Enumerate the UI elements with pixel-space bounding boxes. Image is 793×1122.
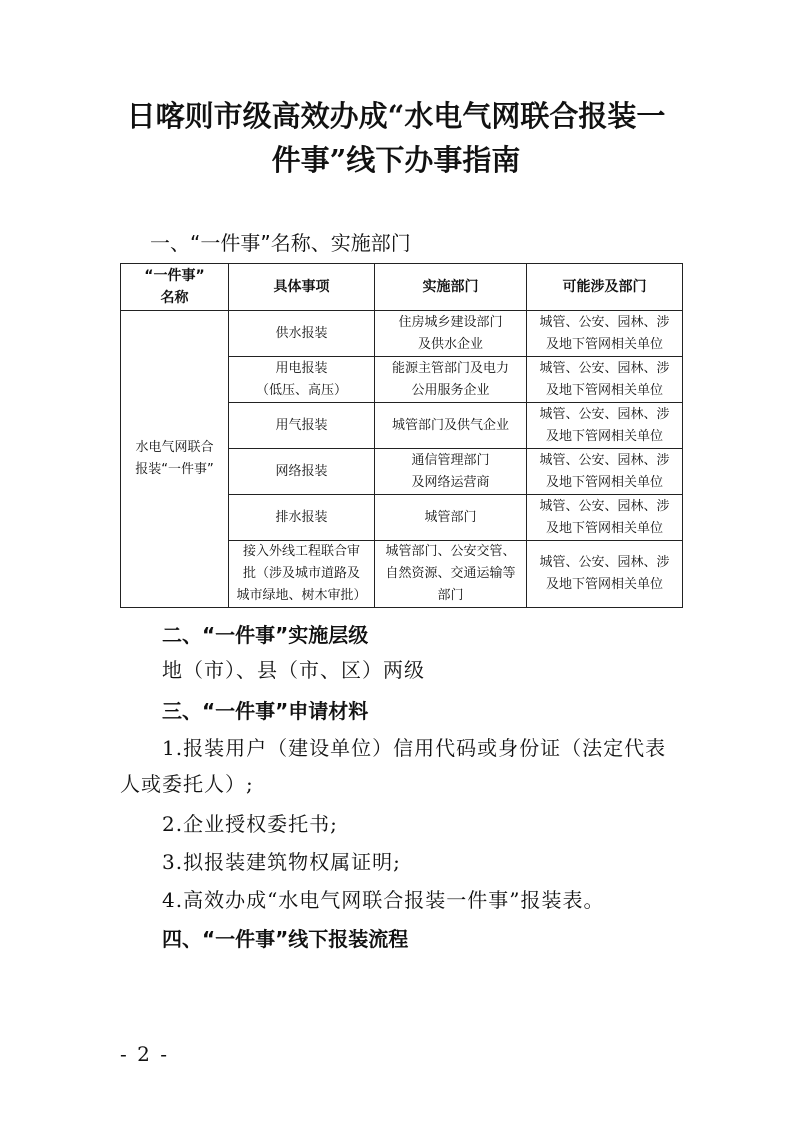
item-text: 接入外线工程联合审 xyxy=(242,544,360,559)
document-title-line-1: 日喀则市级高效办成“水电气网联合报装一 xyxy=(126,99,666,133)
dept-cell xyxy=(375,541,527,608)
dept-text: 部门 xyxy=(437,588,464,603)
related-text: 城管、公安、园林、涉 xyxy=(539,314,670,330)
related-cell xyxy=(527,357,683,403)
related-text: 及地下管网相关单位 xyxy=(545,382,663,398)
departments-table xyxy=(120,263,683,608)
item-cell xyxy=(229,449,375,495)
dept-cell xyxy=(375,403,527,449)
material-item-2: 2.企业授权委托书; xyxy=(162,812,338,836)
related-text: 城管、公安、园林、涉 xyxy=(539,555,670,570)
dept-text: 及供水企业 xyxy=(417,336,483,352)
item-text: 排水报装 xyxy=(275,509,328,525)
section-2-body: 地（市）、县（市、区）两级 xyxy=(162,658,425,682)
table-row xyxy=(121,311,683,357)
header-name-line-1: “一件事” xyxy=(144,268,205,284)
header-items: 具体事项 xyxy=(229,264,375,311)
related-text: 及地下管网相关单位 xyxy=(545,520,663,536)
dept-text: 城管部门及供气企业 xyxy=(391,417,509,433)
related-text: 及地下管网相关单位 xyxy=(545,577,663,592)
section-1-heading: 一、“一件事”名称、实施部门 xyxy=(150,231,411,255)
section-4-heading: 四、“一件事”线下报装流程 xyxy=(162,927,409,951)
item-cell xyxy=(229,357,375,403)
item-text: 用电报装 xyxy=(275,360,328,376)
related-cell xyxy=(527,403,683,449)
section-2-heading: 二、“一件事”实施层级 xyxy=(162,623,369,647)
section-3-heading: 三、“一件事”申请材料 xyxy=(162,699,369,723)
material-item-4: 4.高效办成“水电气网联合报装一件事”报装表。 xyxy=(162,888,605,912)
table-header-row xyxy=(121,264,683,311)
matter-name-line-1: 水电气网联合 xyxy=(135,440,214,455)
header-dept: 实施部门 xyxy=(375,264,527,311)
related-text: 及地下管网相关单位 xyxy=(545,428,663,444)
material-item-1-line-1: 1.报装用户（建设单位）信用代码或身份证（法定代表 xyxy=(162,736,667,760)
item-text: 用气报装 xyxy=(275,417,328,433)
item-cell xyxy=(229,495,375,541)
item-text: 批（涉及城市道路及 xyxy=(242,566,360,581)
dept-text: 公用服务企业 xyxy=(411,382,490,398)
item-cell xyxy=(229,403,375,449)
dept-text: 自然资源、交通运输等 xyxy=(385,566,516,581)
header-related: 可能涉及部门 xyxy=(527,264,683,311)
item-text: 城市绿地、树木审批） xyxy=(236,588,367,603)
dept-cell xyxy=(375,449,527,495)
dept-text: 住房城乡建设部门 xyxy=(398,314,503,330)
related-cell xyxy=(527,495,683,541)
related-text: 及地下管网相关单位 xyxy=(545,474,663,490)
dept-text: 城管部门 xyxy=(424,509,477,525)
page-number: - 2 - xyxy=(120,1042,169,1066)
related-text: 城管、公安、园林、涉 xyxy=(539,452,670,468)
item-text: （低压、高压） xyxy=(255,382,347,398)
dept-text: 通信管理部门 xyxy=(411,452,490,468)
matter-name-line-2: 报装“一件事” xyxy=(135,462,214,477)
matter-name-cell xyxy=(121,311,229,608)
item-text: 供水报装 xyxy=(275,325,328,341)
dept-text: 能源主管部门及电力 xyxy=(391,360,509,376)
dept-text: 城管部门、公安交管、 xyxy=(385,544,516,559)
related-text: 城管、公安、园林、涉 xyxy=(539,498,670,514)
dept-text: 及网络运营商 xyxy=(411,474,490,490)
document-title-line-2: 件事”线下办事指南 xyxy=(271,143,521,177)
related-text: 城管、公安、园林、涉 xyxy=(539,406,670,422)
related-cell xyxy=(527,311,683,357)
material-item-3: 3.拟报装建筑物权属证明; xyxy=(162,850,401,874)
item-cell xyxy=(229,311,375,357)
related-text: 城管、公安、园林、涉 xyxy=(539,360,670,376)
dept-cell xyxy=(375,495,527,541)
header-name-line-2: 名称 xyxy=(160,290,189,306)
related-text: 及地下管网相关单位 xyxy=(545,336,663,352)
item-cell xyxy=(229,541,375,608)
related-cell xyxy=(527,449,683,495)
header-name xyxy=(121,264,229,311)
dept-cell xyxy=(375,357,527,403)
material-item-1-line-2: 人或委托人）; xyxy=(120,772,254,796)
related-cell xyxy=(527,541,683,608)
item-text: 网络报装 xyxy=(275,463,328,479)
dept-cell xyxy=(375,311,527,357)
